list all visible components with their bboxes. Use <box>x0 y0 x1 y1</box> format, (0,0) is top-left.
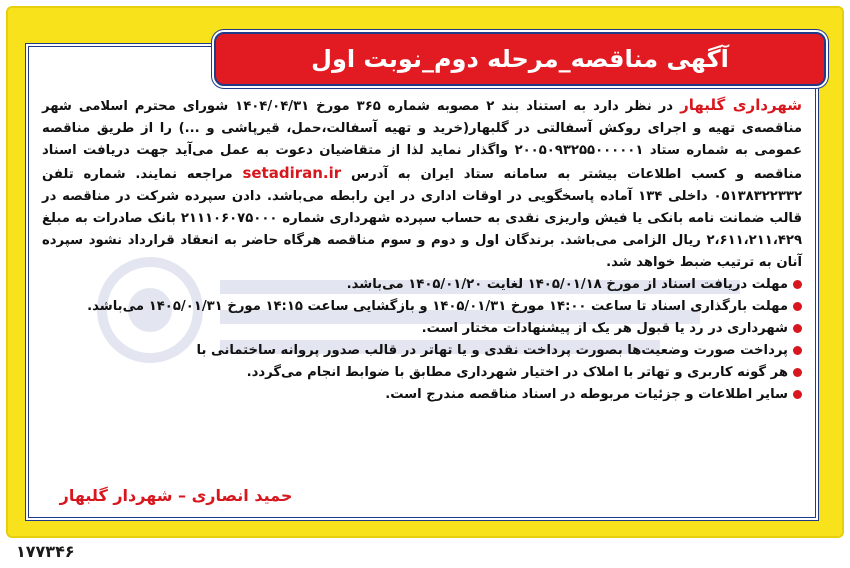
list-item <box>42 384 802 406</box>
intro-paragraph <box>42 94 802 274</box>
list-item <box>42 296 802 318</box>
list-item-text: هر گونه کاربری و تهاتر با املاک در اختیار شهرداری مطابق با ضوابط انجام می‌گردد. <box>246 365 788 380</box>
list-item <box>42 362 802 384</box>
ad-number: ۱۷۷۳۴۶ <box>16 542 75 561</box>
intro-text-part2: مراجعه نمایند. شماره تلفن ۰۵۱۳۸۳۲۲۳۳۲ داخلی ۱۳۴ آماده پاسخگویی در اوقات اداری در این رابطه می‌باشد. دادن سپرده شرکت در مناقصه در قالب ضمانت نامه بانکی یا فیش واریزی نقدی به حساب سپرده شهرداری شماره ۲۱۱۱۰۶۰۷۵۰۰۰ بانک صادرات به مبلغ ۲،۶۱۱،۲۱۱،۴۲۹ ریال الزامی می‌باشد. برندگان اول و دوم و سوم مناقصه هرگاه حاضر به انعقاد قرارداد نشود سپرده آنان به ترتیب ضبط خواهد شد. <box>42 167 802 270</box>
bullet-icon <box>793 368 802 377</box>
list-item-text: سایر اطلاعات و جزئیات مربوطه در اسناد مناقصه مندرج است. <box>385 387 788 402</box>
list-item-text: مهلت دریافت اسناد از مورخ ۱۴۰۵/۰۱/۱۸ لغایت ۱۴۰۵/۰۱/۲۰ می‌باشد. <box>346 277 788 292</box>
list-item <box>42 340 802 362</box>
list-item-text: شهرداری در رد یا قبول هر یک از پیشنهادات مختار است. <box>421 321 788 336</box>
bullet-icon <box>793 346 802 355</box>
list-item-text: مهلت بارگذاری اسناد تا ساعت ۱۴:۰۰ مورخ ۱۴۰۵/۰۱/۳۱ و بازگشایی ساعت ۱۴:۱۵ مورخ ۱۴۰۵/۰۱/۳۱ می‌باشد. <box>87 299 788 314</box>
bullet-icon <box>793 280 802 289</box>
bullet-icon <box>793 302 802 311</box>
ad-body <box>42 94 802 494</box>
list-item-text: پرداخت صورت وضعیت‌ها بصورت پرداخت نقدی و یا تهاتر در قالب صدور پروانه ساختمانی با <box>196 343 788 358</box>
signature: حمید انصاری – شهردار گلبهار <box>59 486 293 505</box>
ad-title: آگهی مناقصه_مرحله دوم_نوبت اول <box>311 45 729 73</box>
title-banner <box>214 32 826 86</box>
conditions-list <box>42 274 802 406</box>
org-name: شهرداری گلبهار <box>680 96 803 114</box>
list-item <box>42 274 802 296</box>
list-item <box>42 318 802 340</box>
bullet-icon <box>793 324 802 333</box>
intro-text-part1: در نظر دارد به استناد بند ۲ مصوبه شماره ۳۶۵ مورخ ۱۴۰۴/۰۴/۳۱ شورای محترم اسلامی شهر مناقصه‌ی تهیه و اجرای روکش آسفالتی در گلبهار(خرید و تهیه آسفالت،حمل، قیرپاشی و ...) را از طریق مناقصه عمومی به شماره ستاد ۲۰۰۵۰۹۳۲۵۵۰۰۰۰۰۱ واگذار نماید لذا از متقاضیان دعوت به عمل می‌آید جهت دریافت اسناد مناقصه و کسب اطلاعات بیشتر به سامانه ستاد ایران به آدرس <box>42 99 802 182</box>
bullet-icon <box>793 390 802 399</box>
website-link[interactable]: setadiran.ir <box>242 164 342 182</box>
